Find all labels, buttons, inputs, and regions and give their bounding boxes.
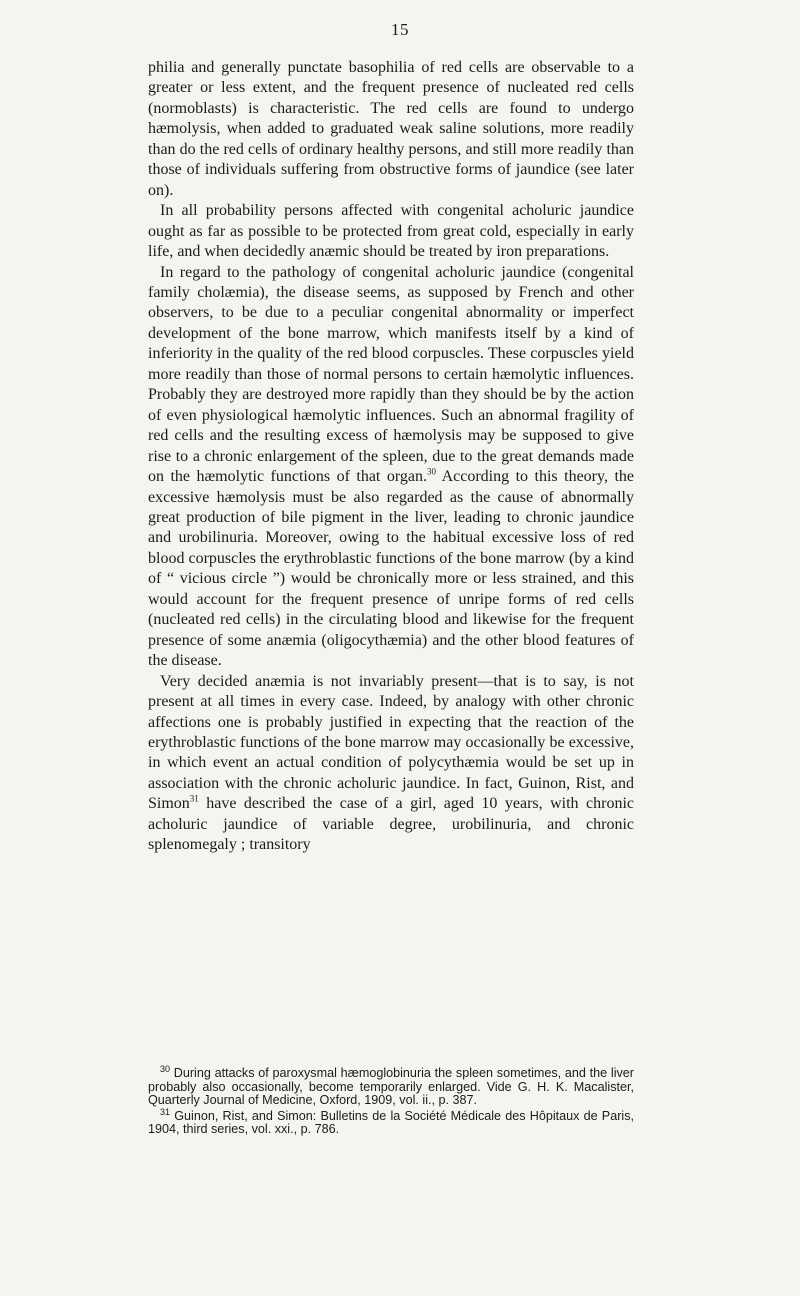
page-number: 15	[391, 20, 409, 39]
footnote-number: 31	[160, 1106, 171, 1117]
body-text	[148, 58, 634, 856]
paragraph-4-text-before: Very decided anæmia is not invariably present—that is to say, is not present at all times in every case. Indeed, by analogy with other chronic affections one is probably justified in expecting that the reaction of the erythroblastic functions of the bone marrow may occasionally be excessive, in which event an actual condition of polycythæmia would be set up in association with the chronic acholuric jaundice. In fact, Guinon, Rist, and Simon	[148, 672, 634, 813]
paragraph-4	[148, 672, 634, 856]
paragraph-3	[148, 263, 634, 672]
paragraph-3-text-after: According to this theory, the excessive hæmolysis must be also regarded as the cause of abnormally great production of bile pigment in the liver, leading to chronic jaundice and urobilinuria. Moreover, owing to the habitual excessive loss of red blood corpuscles the erythroblastic functions of the bone marrow (by a kind of “ vicious circle ”) would be chronically more or less strained, and this would account for the frequent presence of unripe forms of red cells (nucleated red cells) in the circulating blood and likewise for the frequent presence of some anæmia (oligocythæmia) and the other blood features of the disease.	[148, 468, 635, 670]
footnotes	[148, 1063, 635, 1139]
footnote-31	[148, 1106, 635, 1137]
paragraph-1: philia and generally punctate basophilia of red cells are observable to a greater or less extent, and the frequent presence of nucleated red cells (normoblasts) is characteristic. The red cells are found to undergo hæmolysis, when added to graduated weak saline solutions, more readily than do the red cells of ordinary healthy persons, and still more readily than those of individuals suffering from obstructive forms of jaundice (see later on).	[148, 59, 634, 199]
footnote-ref-30[interactable]: 30	[427, 466, 436, 477]
footnote-number: 30	[160, 1063, 171, 1074]
paragraph-2: In all probability persons affected with congenital acholuric jaundice ought as far as possible to be protected from great cold, especially in early life, and when decidedly anæmic should be treated by iron preparations.	[148, 202, 634, 261]
paragraph-3-text-before: In regard to the pathology of congenital acholuric jaundice (congenital family cholæmia), the disease seems, as supposed by French and other observers, to be due to a peculiar congenital abnormality or imperfect development of the bone marrow, which manifests itself by a kind of inferiority in the quality of the red blood corpuscles. These corpuscles yield more readily than those of normal persons to certain hæmolytic influences. Probably they are destroyed more rapidly than they should be by the action of even physiological hæmolytic influences. Such an abnormal fragility of red cells and the resulting excess of hæmolysis may be supposed to give rise to a chronic enlargement of the spleen, due to the great demands made on the hæmolytic functions of that organ.	[148, 263, 634, 486]
footnote-30	[148, 1063, 635, 1108]
footnote-text: During attacks of paroxysmal hæmoglobinuria the spleen sometimes, and the liver probably also occasionally, become temporarily enlarged. Vide G. H. K. Macalister, Quarterly Journal of Medicine, Oxford, 1909, vol. ii., p. 387.	[148, 1066, 635, 1108]
footnote-text: Guinon, Rist, and Simon: Bulletins de la Société Médicale des Hôpitaux de Paris, 1904, third series, vol. xxi., p. 786.	[148, 1108, 635, 1137]
footnote-ref-31[interactable]: 31	[189, 793, 199, 804]
paragraph-4-text-after: have described the case of a girl, aged 10 years, with chronic acholuric jaundice of variable degree, urobilinuria, and chronic splenomegaly ; transitory	[148, 795, 634, 854]
